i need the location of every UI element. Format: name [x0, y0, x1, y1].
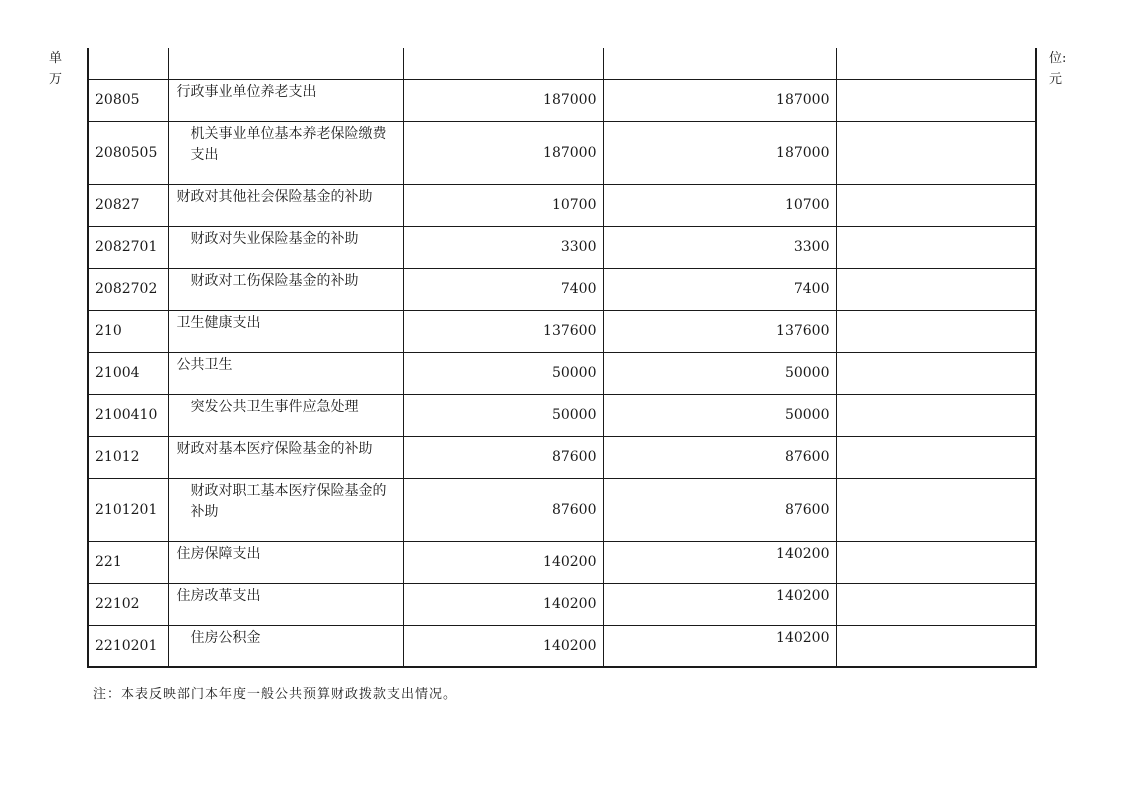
basic-expenditure-cell: 187000	[603, 79, 836, 121]
total-amount-cell: 140200	[403, 583, 603, 625]
basic-expenditure-cell: 140200	[603, 541, 836, 583]
blank-cell	[403, 48, 603, 79]
basic-expenditure-cell: 187000	[603, 121, 836, 184]
total-amount-cell: 187000	[403, 121, 603, 184]
subject-code-cell: 2101201	[88, 478, 168, 541]
total-amount-cell: 140200	[403, 541, 603, 583]
table-row	[88, 583, 1036, 625]
subject-name-cell	[168, 625, 403, 667]
total-amount-cell: 50000	[403, 352, 603, 394]
subject-code-cell: 21012	[88, 436, 168, 478]
table-row	[88, 625, 1036, 667]
project-expenditure-cell	[836, 583, 1036, 625]
subject-name-cell	[168, 583, 403, 625]
project-expenditure-cell	[836, 226, 1036, 268]
project-expenditure-cell	[836, 121, 1036, 184]
subject-code-cell: 22102	[88, 583, 168, 625]
project-expenditure-cell	[836, 79, 1036, 121]
subject-name-cell	[168, 79, 403, 121]
total-amount-cell: 7400	[403, 268, 603, 310]
subject-name-cell	[168, 268, 403, 310]
total-amount-cell: 10700	[403, 184, 603, 226]
project-expenditure-cell	[836, 625, 1036, 667]
total-amount-cell: 87600	[403, 436, 603, 478]
table-row	[88, 310, 1036, 352]
basic-expenditure-cell: 10700	[603, 184, 836, 226]
table-note: 注：本表反映部门本年度一般公共预算财政拨款支出情况。	[93, 687, 458, 702]
table-body	[88, 48, 1036, 667]
subject-code-cell: 2100410	[88, 394, 168, 436]
subject-name-cell	[168, 352, 403, 394]
basic-expenditure-cell: 3300	[603, 226, 836, 268]
subject-name: 突发公共卫生事件应急处理	[190, 398, 359, 415]
subject-name-cell	[168, 394, 403, 436]
subject-name: 住房改革支出	[176, 587, 261, 604]
subject-name: 财政对失业保险基金的补助	[190, 230, 359, 247]
project-expenditure-cell	[836, 310, 1036, 352]
total-amount-cell: 140200	[403, 625, 603, 667]
table-row	[88, 121, 1036, 184]
project-expenditure-cell	[836, 352, 1036, 394]
total-amount-cell: 187000	[403, 79, 603, 121]
unit-label-right-char-1: 位:	[1049, 51, 1067, 66]
project-expenditure-cell	[836, 436, 1036, 478]
subject-name: 财政对工伤保险基金的补助	[190, 272, 359, 289]
project-expenditure-cell	[836, 268, 1036, 310]
basic-expenditure-cell: 140200	[603, 583, 836, 625]
subject-code-cell: 2210201	[88, 625, 168, 667]
subject-name-cell	[168, 310, 403, 352]
table-row	[88, 478, 1036, 541]
subject-code-cell: 20805	[88, 79, 168, 121]
basic-expenditure-cell: 7400	[603, 268, 836, 310]
basic-expenditure-cell: 50000	[603, 394, 836, 436]
table-row	[88, 541, 1036, 583]
table-row	[88, 436, 1036, 478]
subject-name: 财政对其他社会保险基金的补助	[176, 188, 373, 205]
subject-name: 财政对职工基本医疗保险基金的补助	[190, 482, 387, 520]
project-expenditure-cell	[836, 478, 1036, 541]
table-row	[88, 226, 1036, 268]
subject-code-cell: 20827	[88, 184, 168, 226]
table-row	[88, 268, 1036, 310]
table-row	[88, 184, 1036, 226]
blank-cell	[836, 48, 1036, 79]
total-amount-cell: 50000	[403, 394, 603, 436]
subject-code-cell: 21004	[88, 352, 168, 394]
project-expenditure-cell	[836, 184, 1036, 226]
subject-code-cell: 2082702	[88, 268, 168, 310]
unit-label-right-char-2: 元	[1049, 72, 1063, 87]
basic-expenditure-cell: 50000	[603, 352, 836, 394]
project-expenditure-cell	[836, 541, 1036, 583]
subject-name-cell	[168, 541, 403, 583]
subject-name-cell	[168, 184, 403, 226]
table-row-blank	[88, 48, 1036, 79]
subject-name: 公共卫生	[176, 356, 233, 373]
unit-label-left-char-1: 单	[49, 51, 63, 66]
basic-expenditure-cell: 140200	[603, 625, 836, 667]
unit-label-left	[49, 48, 62, 90]
subject-name-cell	[168, 121, 403, 184]
subject-name-cell	[168, 436, 403, 478]
blank-cell	[168, 48, 403, 79]
basic-expenditure-cell: 87600	[603, 478, 836, 541]
unit-label-left-char-2: 万	[49, 72, 63, 87]
total-amount-cell: 137600	[403, 310, 603, 352]
subject-name: 行政事业单位养老支出	[176, 83, 317, 100]
table-row	[88, 394, 1036, 436]
subject-name: 机关事业单位基本养老保险缴费支出	[190, 125, 387, 163]
subject-code-cell: 210	[88, 310, 168, 352]
total-amount-cell: 87600	[403, 478, 603, 541]
subject-name: 财政对基本医疗保险基金的补助	[176, 440, 373, 457]
subject-name: 住房公积金	[190, 629, 261, 646]
blank-cell	[603, 48, 836, 79]
subject-code-cell: 221	[88, 541, 168, 583]
unit-label-right	[1049, 48, 1066, 90]
expenditure-table	[87, 48, 1037, 668]
basic-expenditure-cell: 87600	[603, 436, 836, 478]
subject-code-cell: 2082701	[88, 226, 168, 268]
table-row	[88, 352, 1036, 394]
table-row	[88, 79, 1036, 121]
basic-expenditure-cell: 137600	[603, 310, 836, 352]
total-amount-cell: 3300	[403, 226, 603, 268]
project-expenditure-cell	[836, 394, 1036, 436]
blank-cell	[88, 48, 168, 79]
subject-name: 卫生健康支出	[176, 314, 261, 331]
subject-code-cell: 2080505	[88, 121, 168, 184]
subject-name-cell	[168, 478, 403, 541]
subject-name: 住房保障支出	[176, 545, 261, 562]
subject-name-cell	[168, 226, 403, 268]
